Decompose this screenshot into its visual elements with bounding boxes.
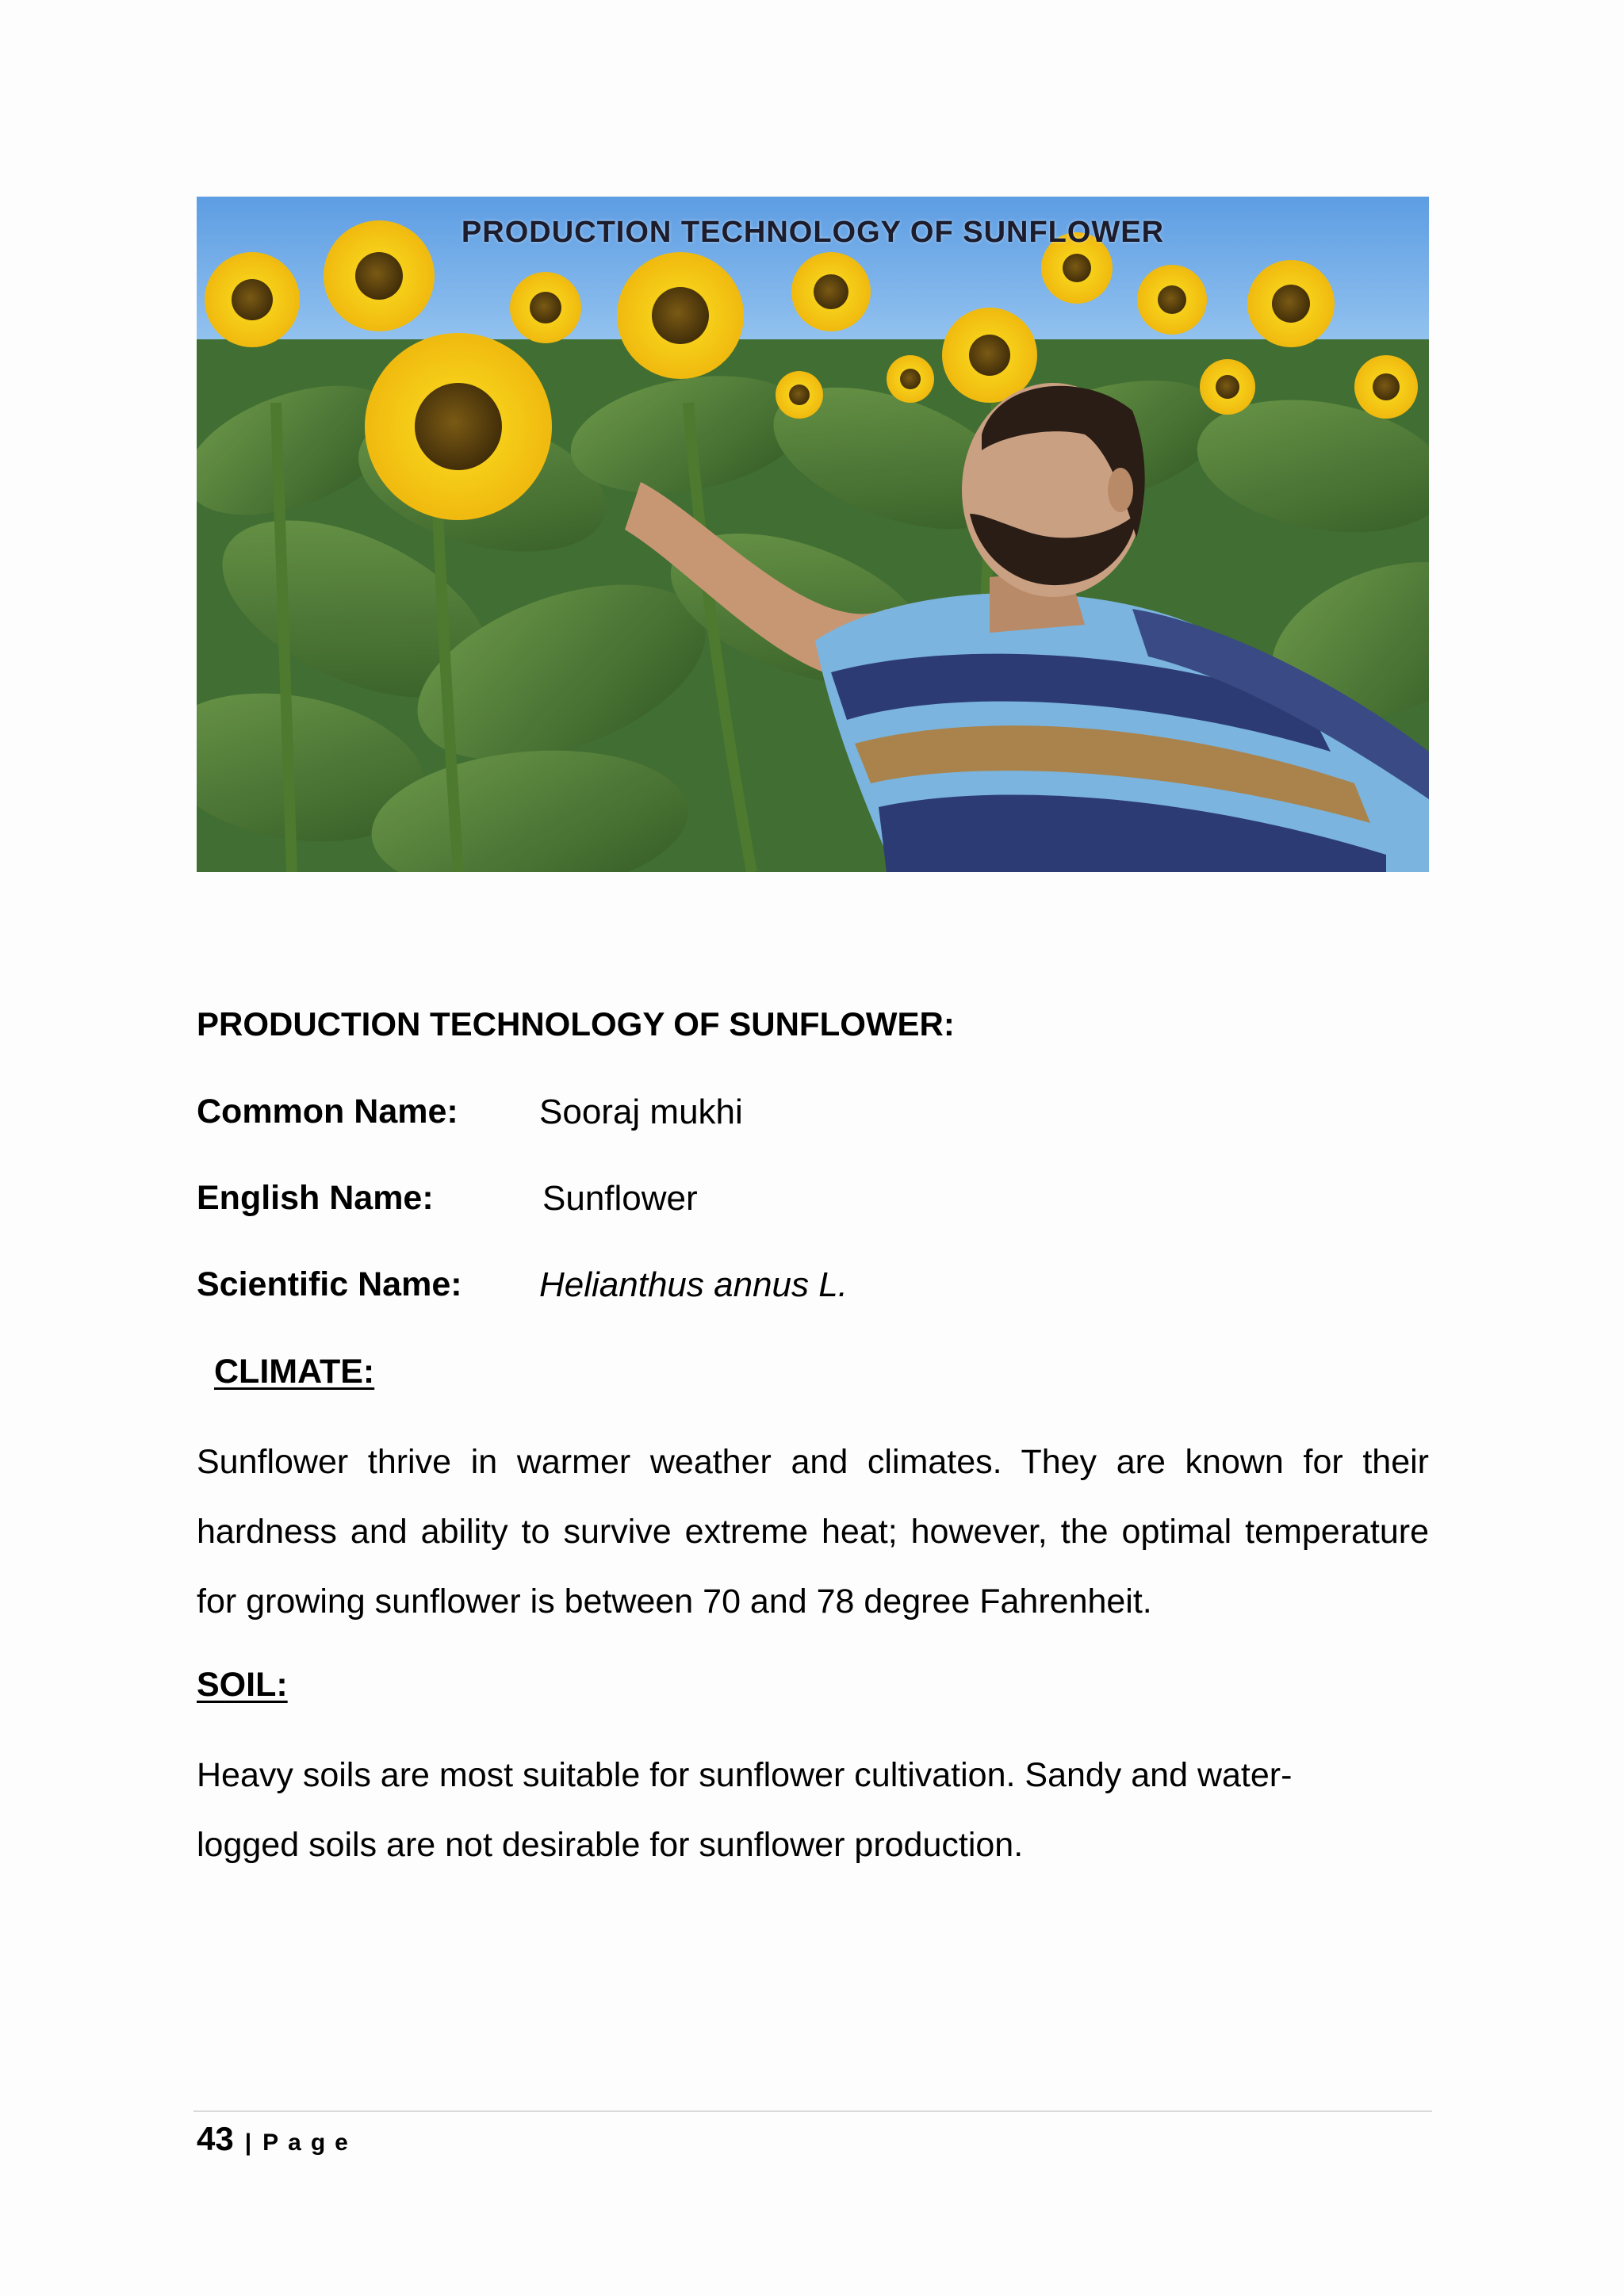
scientific-name-value: Helianthus annus L. xyxy=(539,1265,848,1304)
soil-paragraph: Heavy soils are most suitable for sunflower cultivation. Sandy and water-logged soils are not desirable for sunflower production. xyxy=(197,1756,1293,1864)
scientific-name-label: Scientific Name: xyxy=(197,1265,462,1303)
footer-divider xyxy=(193,2110,1432,2112)
climate-heading: CLIMATE: xyxy=(214,1353,375,1391)
page-label: Page xyxy=(262,2130,358,2156)
photo-title: PRODUCTION TECHNOLOGY OF SUNFLOWER xyxy=(461,216,1165,249)
english-name-label: English Name: xyxy=(197,1179,434,1217)
soil-heading: SOIL: xyxy=(197,1666,288,1704)
climate-paragraph: Sunflower thrive in warmer weather and climates. They are known for their hardness and ability to survive extreme heat; however, the optimal temperature for growing sunflower is between 70 and 78 degree Fahrenheit. xyxy=(197,1443,1429,1621)
section-title: PRODUCTION TECHNOLOGY OF SUNFLOWER: xyxy=(197,1005,955,1043)
sunflower-photo xyxy=(197,197,1429,872)
page-number: 43 xyxy=(197,2120,234,2157)
sunflower-field-illustration xyxy=(197,197,1429,872)
common-name-value: Sooraj mukhi xyxy=(539,1093,743,1131)
page-separator: | xyxy=(244,2130,252,2156)
english-name-value: Sunflower xyxy=(542,1179,698,1218)
page-footer xyxy=(197,2120,358,2158)
common-name-label: Common Name: xyxy=(197,1093,458,1131)
